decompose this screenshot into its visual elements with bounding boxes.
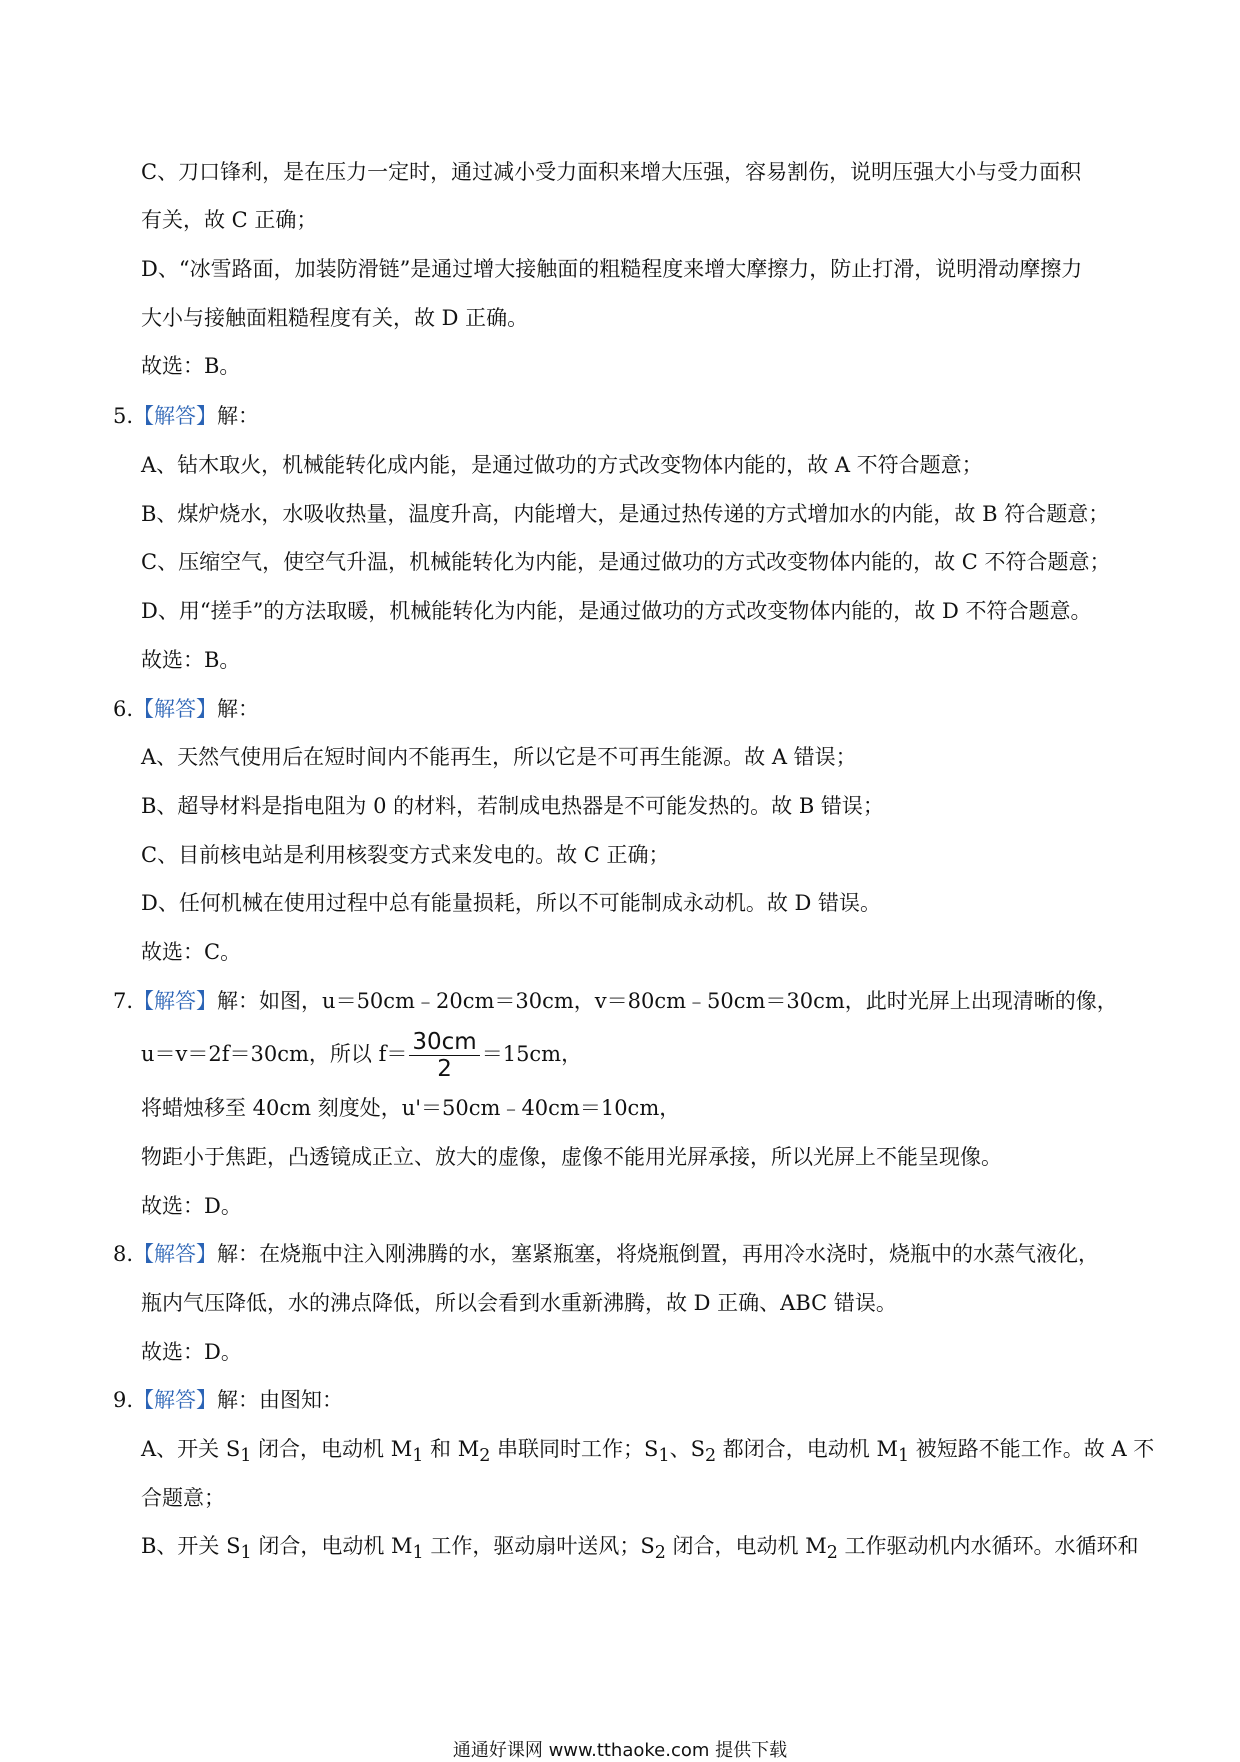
subscript: 1	[897, 1446, 910, 1467]
option-c: C、压缩空气，使空气升温，机械能转化为内能，是通过做功的方式改变物体内能的，故 C 不符合题意；	[141, 550, 1111, 574]
option-b: B、煤炉烧水，水吸收热量，温度升高，内能增大，是通过热传递的方式增加水的内能，故 B 符合题意；	[141, 502, 1110, 526]
option-a: A、天然气使用后在短时间内不能再生，所以它是不可再生能源。故 A 错误；	[141, 745, 857, 769]
answer-line: 故选：B。	[141, 354, 241, 378]
option-c: C、目前核电站是利用核裂变方式来发电的。故 C 正确；	[141, 843, 670, 867]
solution-text: 解：由图知：	[217, 1388, 344, 1412]
answer-line: 故选：D。	[141, 1194, 242, 1218]
option-b: B、超导材料是指电阻为 0 的材料，若制成电热器是不可能发热的。故 B 错误；	[141, 794, 884, 818]
text-line: 瓶内气压降低，水的沸点降低，所以会看到水重新沸腾，故 D 正确、ABC 错误。	[141, 1291, 897, 1315]
text-run: 被短路不能工作。故 A 不	[909, 1437, 1155, 1461]
question-7-header	[113, 987, 1118, 1015]
formula-result: ＝15cm，	[481, 1042, 583, 1066]
solution-text: 解：在烧瓶中注入刚沸腾的水，塞紧瓶塞，将烧瓶倒置，再用冷水浇时，烧瓶中的水蒸气液化，	[217, 1242, 1100, 1266]
option-d: D、任何机械在使用过程中总有能量损耗，所以不可能制成永动机。故 D 错误。	[141, 891, 882, 915]
subscript: 2	[479, 1446, 491, 1467]
question-9-header	[113, 1386, 343, 1414]
question-number: 8.	[113, 1242, 134, 1266]
subscript: 1	[240, 1543, 252, 1564]
fraction-numerator: 30cm	[409, 1029, 479, 1056]
subscript: 1	[412, 1446, 424, 1467]
fraction-denominator: 2	[437, 1056, 452, 1082]
question-5-header	[113, 402, 259, 430]
subscript: 1	[240, 1446, 252, 1467]
text-run: 、S	[669, 1437, 705, 1461]
subscript: 1	[658, 1446, 670, 1467]
answer-line: 故选：D。	[141, 1340, 242, 1364]
text-line: 有关，故 C 正确；	[141, 208, 318, 232]
answer-tag: 【解答】	[133, 697, 218, 721]
answer-line: 故选：B。	[141, 648, 241, 672]
text-run: 工作驱动机内水循环。水循环和	[837, 1534, 1139, 1558]
text-line: C、刀口锋利，是在压力一定时，通过减小受力面积来增大压强，容易割伤，说明压强大小与受力面积	[141, 160, 1082, 184]
answer-tag: 【解答】	[133, 989, 218, 1013]
text-run: 工作，驱动扇叶送风；S	[423, 1534, 655, 1558]
answer-line: 故选：C。	[141, 940, 242, 964]
option-a	[141, 1435, 1154, 1470]
question-8-header	[113, 1240, 1099, 1268]
text-run: A、开关 S	[141, 1437, 241, 1461]
option-d: D、用“搓手”的方法取暖，机械能转化为内能，是通过做功的方式改变物体内能的，故 D 不符合题意。	[141, 599, 1092, 623]
answer-tag: 【解答】	[133, 1388, 218, 1412]
text-line: 大小与接触面粗糙程度有关，故 D 正确。	[141, 306, 529, 330]
text-line: 将蜡烛移至 40cm 刻度处，u'＝50cm﹣40cm＝10cm，	[141, 1096, 681, 1120]
text-run: 闭合，电动机 M	[251, 1534, 413, 1558]
solution-label: 解：	[217, 697, 260, 721]
question-number: 6.	[113, 697, 134, 721]
subscript: 2	[704, 1446, 717, 1467]
question-number: 5.	[113, 404, 134, 428]
question-6-header	[113, 695, 259, 723]
question-number: 7.	[113, 989, 134, 1013]
text-run: 闭合，电动机 M	[665, 1534, 827, 1558]
text-line: D、“冰雪路面，加装防滑链”是通过增大接触面的粗糙程度来增大摩擦力，防止打滑，说明滑动摩擦力	[141, 257, 1083, 281]
subscript: 2	[654, 1543, 666, 1564]
text-line: 合题意；	[141, 1486, 225, 1510]
answer-tag: 【解答】	[133, 404, 218, 428]
fraction	[409, 1029, 479, 1082]
text-run: 都闭合，电动机 M	[716, 1437, 898, 1461]
subscript: 2	[826, 1543, 838, 1564]
text-run: 闭合，电动机 M	[251, 1437, 413, 1461]
formula-line	[141, 1026, 582, 1082]
text-run: B、开关 S	[141, 1534, 241, 1558]
question-number: 9.	[113, 1388, 134, 1412]
subscript: 1	[412, 1543, 424, 1564]
page-footer: 通通好课网 www.tthaoke.com 提供下载	[452, 1740, 788, 1761]
solution-label: 解：	[217, 404, 260, 428]
text-line: 物距小于焦距，凸透镜成正立、放大的虚像，虚像不能用光屏承接，所以光屏上不能呈现像。	[141, 1145, 1002, 1169]
answer-tag: 【解答】	[133, 1242, 218, 1266]
option-a: A、钻木取火，机械能转化成内能，是通过做功的方式改变物体内能的，故 A 不符合题意；	[141, 453, 983, 477]
solution-text: 解：如图，u＝50cm﹣20cm＝30cm，v＝80cm﹣50cm＝30cm，此时光屏上出现清晰的像，	[217, 989, 1118, 1013]
text-run: 串联同时工作；S	[490, 1437, 659, 1461]
formula-text: u＝v＝2f＝30cm，所以 f＝	[141, 1042, 408, 1066]
option-b	[141, 1532, 1139, 1567]
text-run: 和 M	[423, 1437, 480, 1461]
